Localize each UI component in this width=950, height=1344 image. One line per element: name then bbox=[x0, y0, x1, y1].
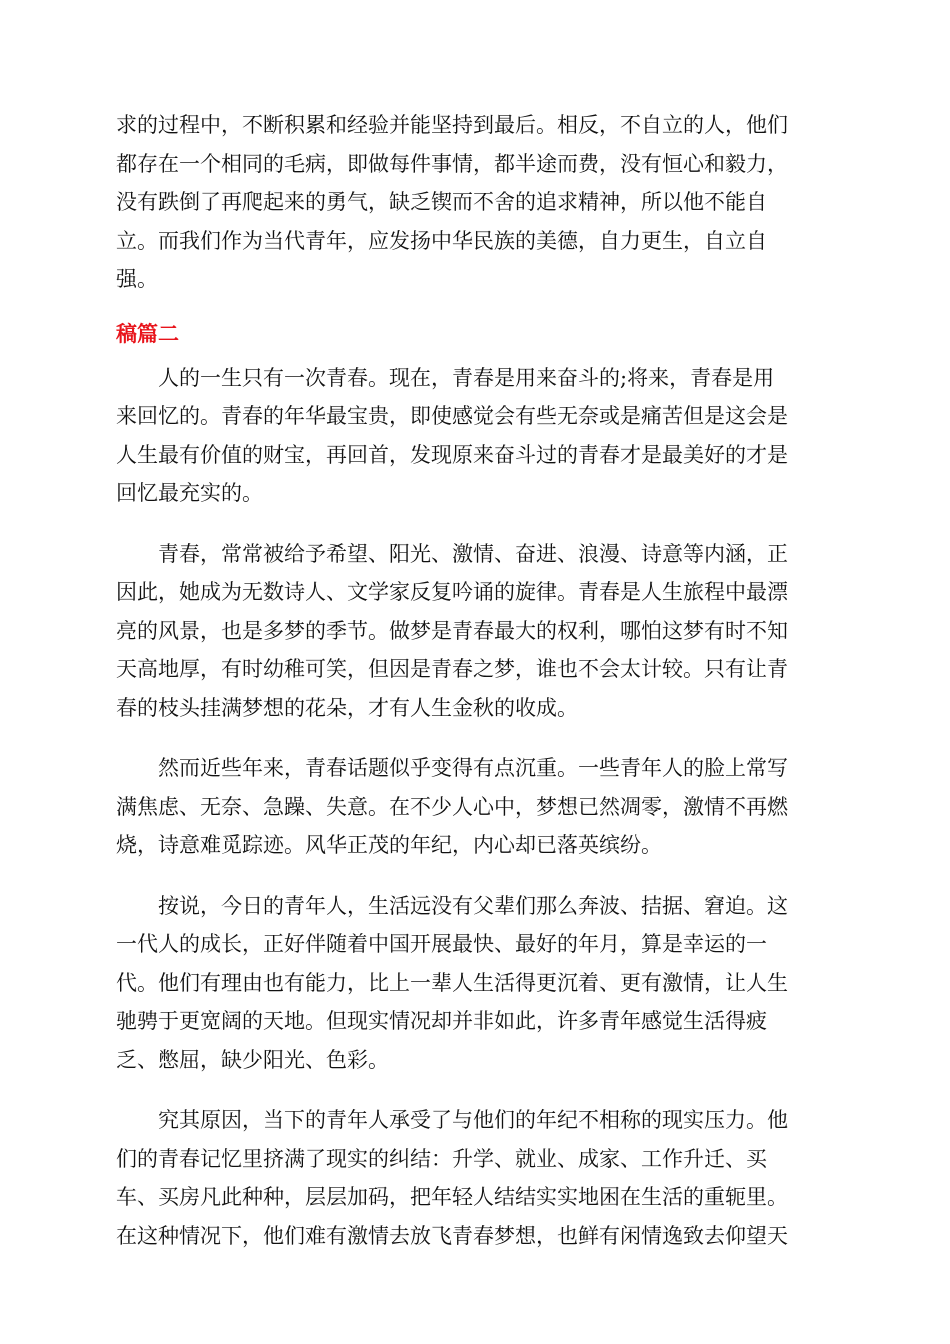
section-heading: 稿篇二 bbox=[116, 321, 179, 346]
opening-paragraph: 求的过程中，不断积累和经验并能坚持到最后。相反，不自立的人，他们 都存在一个相同的毛病，即做每件事情，都半途而费，没有恒心和毅力， 没有跌倒了再爬起来的勇气，缺乏锲而不舍的追求精神，所以他不能自 立。而我们作为当代青年，应发扬中华民族的美德，自力更生，自立自 强。 bbox=[116, 113, 788, 291]
paragraph-4: 按说，今日的青年人，生活远没有父辈们那么奔波、拮据、窘迫。这 一代人的成长，正好伴随着中国开展最快、最好的年月，算是幸运的一 代。他们有理由也有能力，比上一辈人生活得更沉着、更有激情，让人生 驰骋于更宽阔的天地。但现实情况却并非如此，许多青年感觉生活得疲 乏、憋屈，缺少阳光、色彩。 bbox=[116, 893, 788, 1072]
paragraph-5: 究其原因，当下的青年人承受了与他们的年纪不相称的现实压力。他 们的青春记忆里挤满了现实的纠结：升学、就业、成家、工作升迁、买 车、买房凡此种种，层层加码，把年轻人结结实实地困在生活的重轭里。 在这种情况下，他们难有激情去放飞青春梦想，也鲜有闲情逸致去仰望天 bbox=[116, 1108, 788, 1248]
paragraph-1: 人的一生只有一次青春。现在，青春是用来奋斗的;将来，青春是用 来回忆的。青春的年华最宝贵，即使感觉会有些无奈或是痛苦但是这会是 人生最有价值的财宝，再回首，发现原来奋斗过的青春才是最美好的才是 回忆最充实的。 bbox=[116, 365, 788, 505]
paragraph-2: 青春，常常被给予希望、阳光、激情、奋进、浪漫、诗意等内涵，正 因此，她成为无数诗人、文学家反复吟诵的旋律。青春是人生旅程中最漂 亮的风景，也是多梦的季节。做梦是青春最大的权利，哪怕这梦有时不知 天高地厚，有时幼稚可笑，但因是青春之梦，谁也不会太计较。只有让青 春的枝头挂满梦想的花朵，才有人生金秋的收成。 bbox=[116, 541, 788, 720]
paragraph-3: 然而近些年来，青春话题似乎变得有点沉重。一些青年人的脸上常写 满焦虑、无奈、急躁、失意。在不少人心中，梦想已然凋零，激情不再燃 烧，诗意难觅踪迹。风华正茂的年纪，内心却已落英缤纷。 bbox=[116, 756, 788, 857]
document-page bbox=[116, 106, 836, 1277]
